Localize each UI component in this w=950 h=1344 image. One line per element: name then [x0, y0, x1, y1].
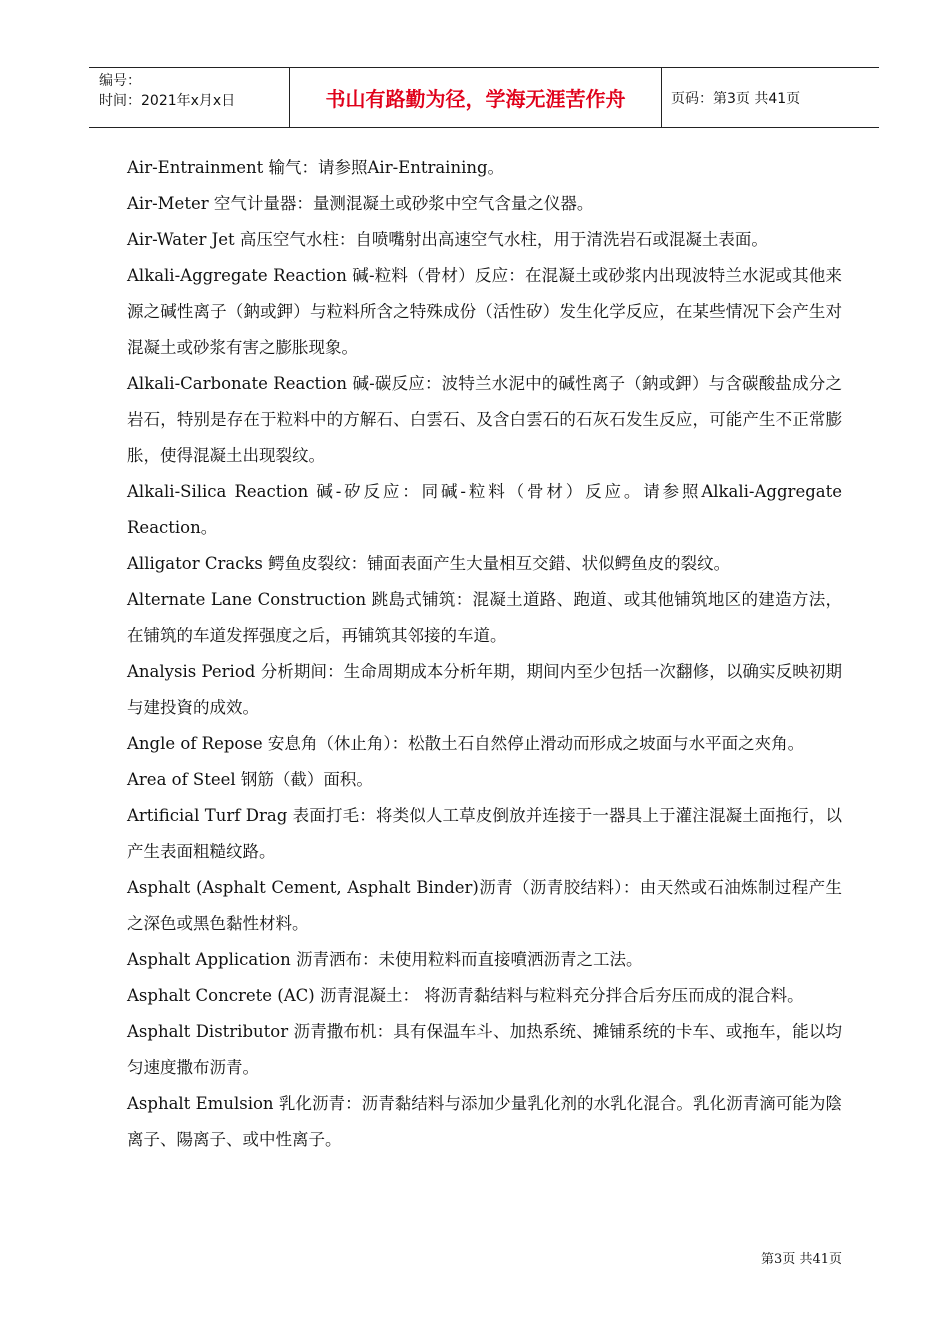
- glossary-content: [127, 150, 842, 1158]
- glossary-entry: Artificial Turf Drag 表面打毛：将类似人工草皮倒放并连接于一器具上于灌注混凝土面拖行，以产生表面粗糙纹路。: [127, 806, 842, 861]
- glossary-entry: Angle of Repose 安息角（休止角）：松散土石自然停止滑动而形成之坡面与水平面之夾角。: [127, 734, 805, 753]
- glossary-entry: Analysis Period 分析期间：生命周期成本分析年期，期间内至少包括一次翻修，以确实反映初期与建投資的成效。: [127, 662, 842, 717]
- glossary-entry: Alkali-Aggregate Reaction 碱-粒料（骨材）反应：在混凝土或砂浆内出现波特兰水泥或其他来源之碱性离子（鈉或鉀）与粒料所含之特殊成份（活性矽）发生化学反应，在某些情况下会产生对混凝土或砂浆有害之膨胀现象。: [127, 266, 842, 357]
- glossary-entry: Alkali-Silica Reaction 碱-矽反应：同碱-粒料（骨材）反应。请参照Alkali-Aggregate Reaction。: [127, 482, 842, 537]
- glossary-entry: Asphalt Distributor 沥青撒布机：具有保温车斗、加热系统、摊铺系统的卡车、或拖车，能以均匀速度撒布沥青。: [127, 1022, 842, 1077]
- header-motto: 书山有路勤为径，学海无涯苦作舟: [290, 68, 662, 127]
- glossary-entry: Alternate Lane Construction 跳島式铺筑：混凝土道路、跑道、或其他铺筑地区的建造方法，在铺筑的车道发挥强度之后，再铺筑其邻接的车道。: [127, 590, 842, 645]
- glossary-entry: Air-Water Jet 高压空气水柱：自喷嘴射出高速空气水柱，用于清洗岩石或混凝土表面。: [127, 230, 768, 249]
- header-page-info: 页码：第3页 共41页: [671, 90, 801, 107]
- glossary-entry: Alligator Cracks 鳄鱼皮裂纹：铺面表面产生大量相互交錯、状似鳄鱼皮的裂纹。: [127, 554, 731, 573]
- page-footer: 第3页 共41页: [761, 1252, 842, 1267]
- document-number-label: 编号：: [99, 73, 141, 89]
- glossary-entry: Alkali-Carbonate Reaction 碱-碳反应：波特兰水泥中的碱性离子（鈉或鉀）与含碳酸盐成分之岩石，特别是存在于粒料中的方解石、白雲石、及含白雲石的石灰石发生反应，可能产生不正常膨胀，使得混凝土出现裂纹。: [127, 374, 842, 465]
- glossary-entry: Asphalt Concrete (AC) 沥青混凝土： 将沥青黏结料与粒料充分拌合后夯压而成的混合料。: [127, 986, 804, 1005]
- glossary-entry: Asphalt Application 沥青洒布：未使用粒料而直接噴洒沥青之工法。: [127, 950, 643, 969]
- glossary-entry: Asphalt Emulsion 乳化沥青：沥青黏结料与添加少量乳化剂的水乳化混合。乳化沥青滴可能为陰离子、陽离子、或中性离子。: [127, 1094, 842, 1149]
- glossary-entry: Air-Meter 空气计量器：量测混凝土或砂浆中空气含量之仪器。: [127, 194, 594, 213]
- header-meta: [89, 68, 290, 127]
- glossary-entry: Air-Entrainment 输气：请参照Air-Entraining。: [127, 158, 505, 177]
- glossary-entry: Asphalt (Asphalt Cement, Asphalt Binder)沥青（沥青胶结料）：由天然或石油炼制过程产生之深色或黑色黏性材料。: [127, 878, 842, 933]
- page-header: [89, 67, 879, 128]
- glossary-entry: Area of Steel 钢筋（截）面积。: [127, 770, 373, 789]
- document-time-label: 时间：2021年x月x日: [99, 93, 236, 109]
